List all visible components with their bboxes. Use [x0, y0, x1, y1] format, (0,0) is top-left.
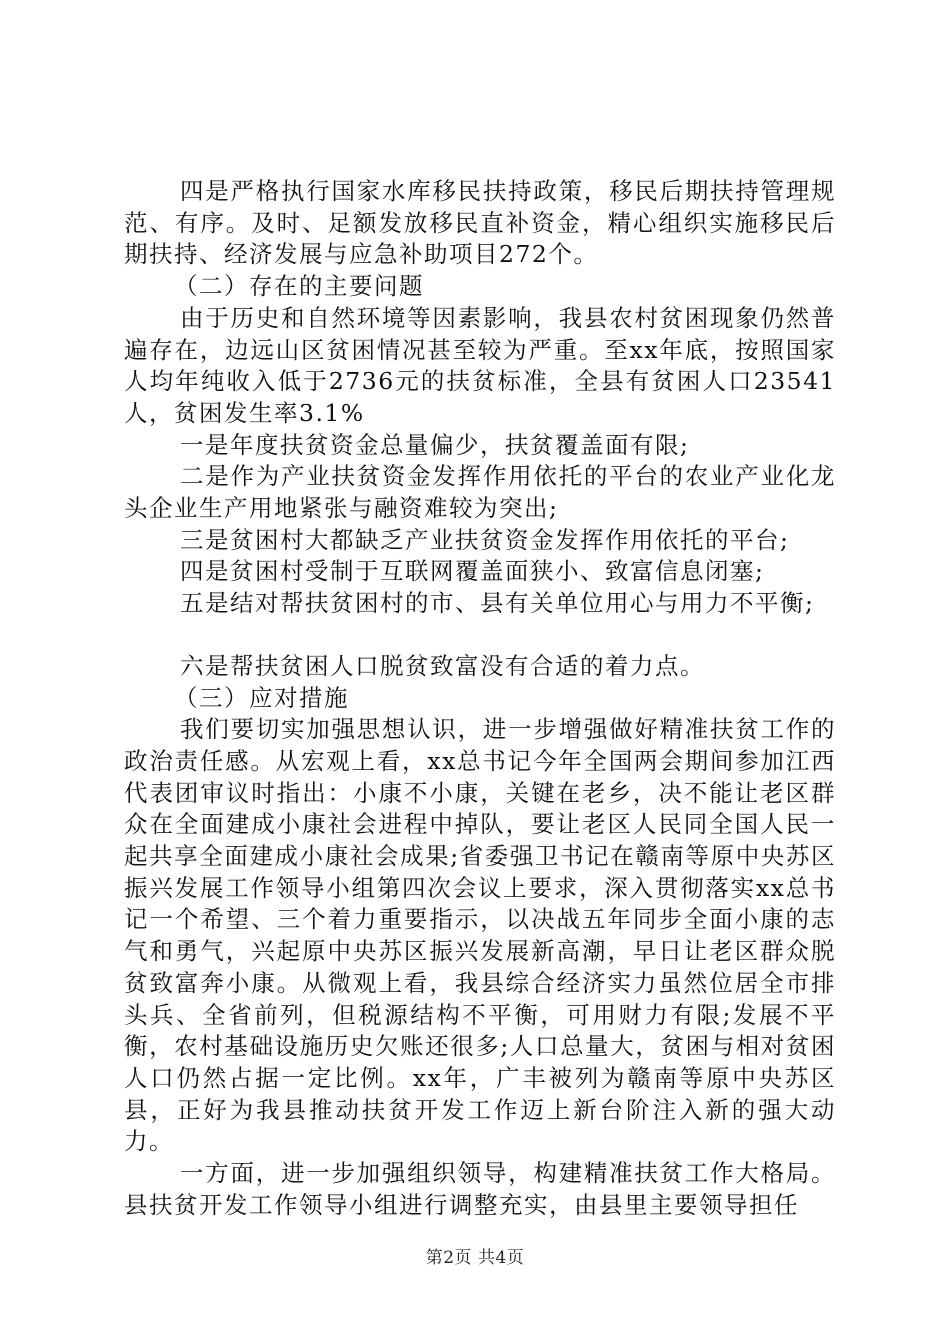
list-item-problem-3: 三是贫困村大都缺乏产业扶贫资金发挥作用依托的平台;: [180, 525, 790, 554]
paragraph-countermeasures: 我们要切实加强思想认识，进一步增强做好精准扶贫工作的政治责任感。从宏观上看，xx总书记今年全国两会期间参加江西代表团审议时指出：小康不小康，关键在老乡，决不能让老区群众在全面建成小康社会进程中掉队，要让老区人民同全国人民一起共享全面建成小康社会成果;省委强卫书记在赣南等原中央苏区振兴发展工作领导小组第四次会议上要求，深入贯彻落实xx总书记一个希望、三个着力重要指示，以决战五年同步全面小康的志气和勇气，兴起原中央苏区振兴发展新高潮，早日让老区群众脱贫致富奔小康。从微观上看，我县综合经济实力虽然位居全市排头兵、全省前列，但税源结构不平衡，可用财力有限;发展不平衡，农村基础设施历史欠账还很多;人口总量大，贫困与相对贫困人口仍然占据一定比例。xx年，广丰被列为赣南等原中央苏区县，正好为我县推动扶贫开发工作迈上新台阶注入新的强大动力。: [124, 715, 836, 1156]
list-item-problem-6: 六是帮扶贫困人口脱贫致富没有合适的着力点。: [180, 651, 705, 680]
section-heading-countermeasures: （三）应对措施: [174, 683, 349, 712]
paragraph-poverty-overview: 由于历史和自然环境等因素影响，我县农村贫困现象仍然普遍存在，边远山区贫困情况甚至较为严重。至xx年底，按照国家人均年纯收入低于2736元的扶贫标准，全县有贫困人口23541人，贫困发生率3.1%: [124, 303, 836, 427]
document-body: [124, 176, 836, 1222]
page-number-label: 第2页 共4页: [425, 1248, 525, 1268]
section-heading-main-problems: （二）存在的主要问题: [174, 272, 424, 301]
page-footer: [0, 1247, 950, 1269]
paragraph-resettlement-support: 四是严格执行国家水库移民扶持政策，移民后期扶持管理规范、有序。及时、足额发放移民直补资金，精心组织实施移民后期扶持、经济发展与应急补助项目272个。: [124, 177, 836, 269]
list-item-problem-5: 五是结对帮扶贫困村的市、县有关单位用心与用力不平衡;: [180, 589, 815, 618]
list-item-problem-4: 四是贫困村受制于互联网覆盖面狭小、致富信息闭塞;: [180, 557, 765, 586]
list-item-problem-1: 一是年度扶贫资金总量偏少，扶贫覆盖面有限;: [180, 430, 690, 459]
list-item-problem-2: 二是作为产业扶贫资金发挥作用依托的平台的农业产业化龙头企业生产用地紧张与融资难较为突出;: [124, 462, 836, 523]
paragraph-organization-leadership: 一方面，进一步加强组织领导，构建精准扶贫工作大格局。县扶贫开发工作领导小组进行调整充实，由县里主要领导担任: [124, 1159, 836, 1219]
